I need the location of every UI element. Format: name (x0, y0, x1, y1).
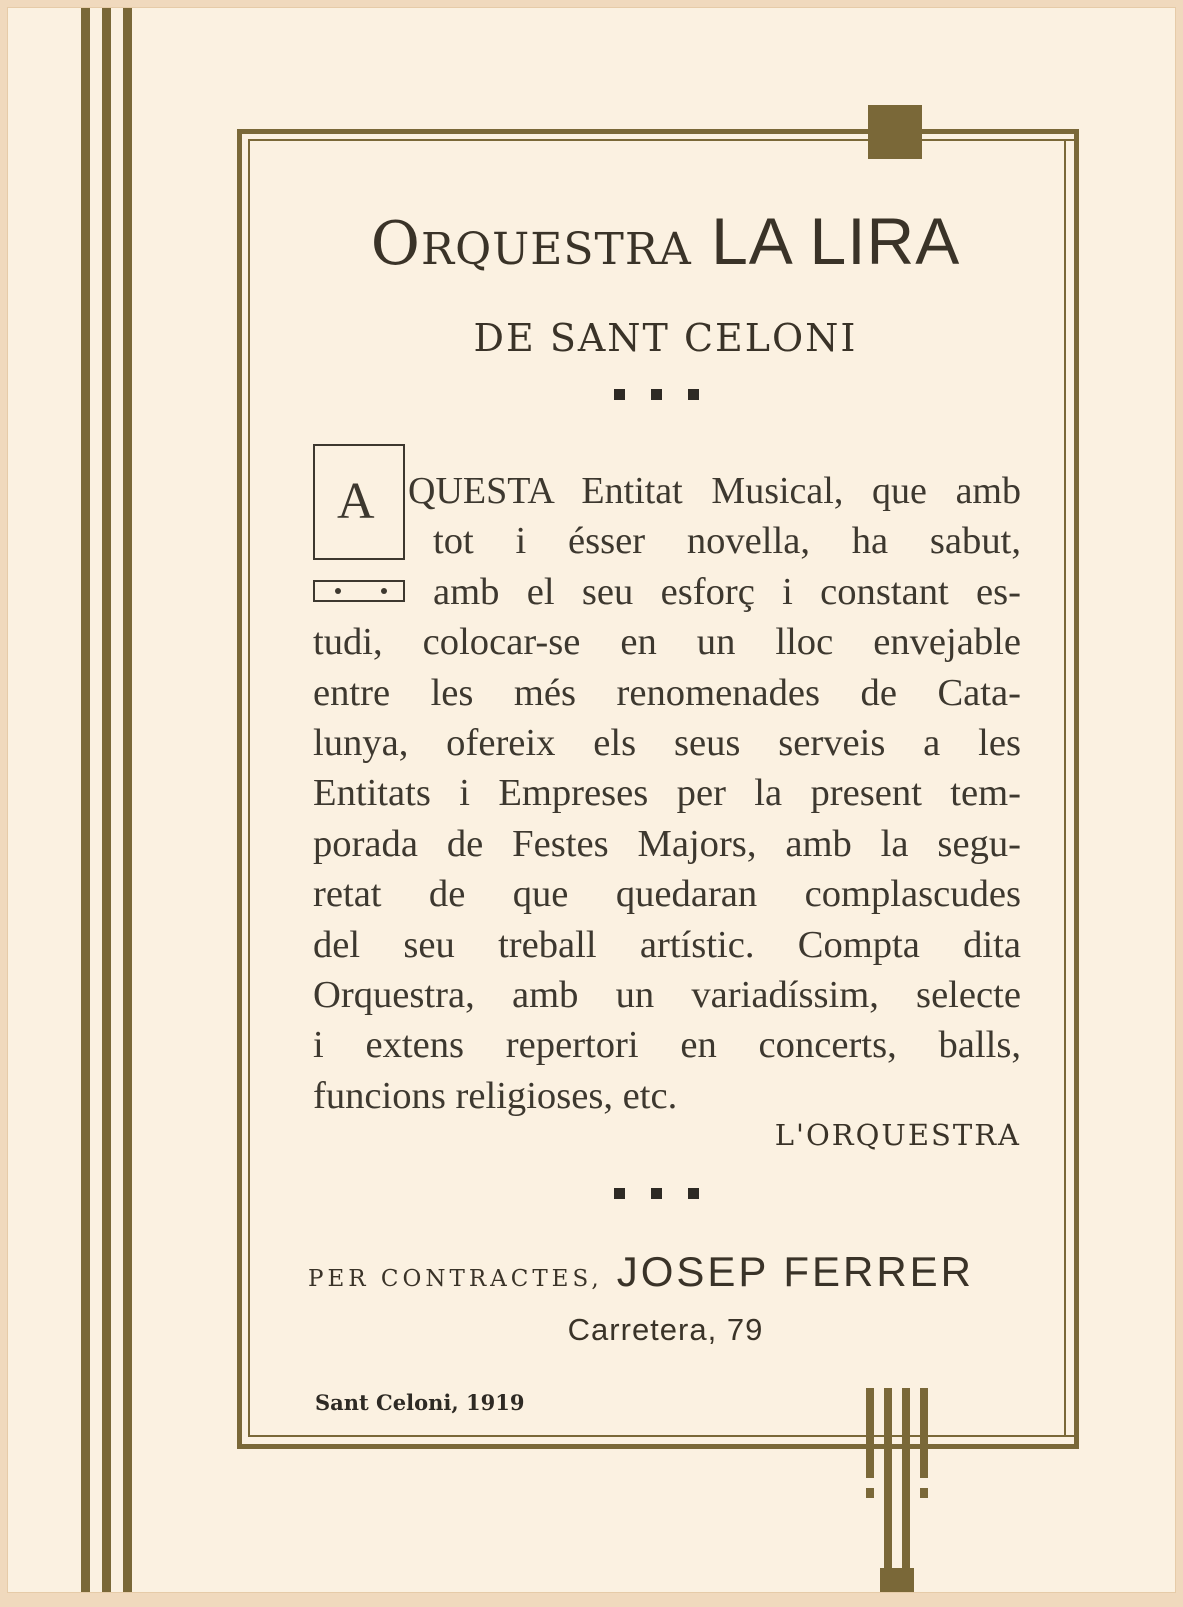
title-name: LA LIRA (711, 204, 961, 278)
title-word-rest: RQUESTRA (420, 224, 692, 275)
body-line-9-text: retat de que quedaran complascudes (313, 873, 1021, 916)
title-initial: O (370, 209, 421, 279)
body-line-2 (313, 516, 1021, 566)
separator-dot-3 (688, 389, 699, 400)
separator-dot-5 (651, 1188, 662, 1199)
body-line-10 (313, 920, 1021, 970)
body-line-7 (313, 768, 1021, 818)
separator-dot-2 (651, 389, 662, 400)
frame-top-outer (237, 129, 1078, 134)
body-line-6 (313, 718, 1021, 768)
frame-top-inner (248, 139, 1078, 141)
body-line-9 (313, 869, 1021, 919)
body-line-7-text: Entitats i Empreses per la present tem- (313, 772, 1021, 815)
body-line-11-text: Orquestra, amb un variadíssim, selecte (313, 973, 1021, 1016)
bottom-ornament-bar-1 (866, 1388, 874, 1478)
frame-bottom-outer (237, 1444, 1078, 1449)
body-line-5 (313, 668, 1021, 718)
contract-name: JOSEP FERRER (616, 1248, 975, 1295)
corner-square-ornament (868, 105, 922, 159)
bottom-ornament-dot-1 (866, 1488, 874, 1498)
separator-dot-6 (688, 1188, 699, 1199)
address: Carretera, 79 (567, 1312, 764, 1347)
body-line-4 (313, 617, 1021, 667)
body-line-6-text: lunya, ofereix els seus serveis a les (313, 721, 1021, 764)
document-page (7, 7, 1176, 1593)
bottom-ornament-bar-3 (902, 1388, 910, 1593)
body-line-1 (313, 466, 1021, 516)
body-line-4-text: tudi, colocar-se en un lloc envejable (313, 621, 1021, 664)
bottom-ornament-dot-2 (920, 1488, 928, 1498)
contract-prefix: PER CONTRACTES, (308, 1266, 603, 1292)
body-line-12-text: i extens repertori en concerts, balls, (313, 1024, 1021, 1067)
body-line-13-text: funcions religioses, etc. (313, 1074, 678, 1117)
left-rule-1 (81, 8, 90, 1593)
body-line-12 (313, 1020, 1021, 1070)
body-line-8 (313, 819, 1021, 869)
contract-line (308, 1248, 1028, 1296)
separator-dot-4 (614, 1188, 625, 1199)
bottom-ornament-square (880, 1568, 914, 1593)
body-line-11 (313, 970, 1021, 1020)
frame-left-outer (237, 129, 242, 1449)
page-title (248, 203, 1083, 279)
body-line-3 (313, 567, 1021, 617)
separator-dot-1 (614, 389, 625, 400)
body-line-10-text: del seu treball artístic. Compta dita (313, 923, 1021, 966)
frame-bottom-inner (248, 1435, 1078, 1437)
body-line-8-text: porada de Festes Majors, amb la segu- (313, 822, 1021, 865)
body-line-2-text: tot i ésser novella, ha sabut, (433, 520, 1021, 563)
left-rule-3 (123, 8, 132, 1593)
body-line-5-text: entre les més renomenades de Cata- (313, 671, 1021, 714)
dropcap-letter: A (337, 473, 375, 530)
place-date: Sant Celoni, 1919 (315, 1390, 525, 1415)
body-paragraph (313, 466, 1021, 1121)
body-line-3-text: amb el seu esforç i constant es- (433, 570, 1021, 613)
bottom-ornament-bar-2 (884, 1388, 892, 1593)
left-rule-2 (102, 8, 111, 1593)
signature: L'ORQUESTRA (774, 1118, 1021, 1152)
body-line-13 (313, 1071, 1021, 1121)
body-line-1-text: QUESTA Entitat Musical, que amb (408, 470, 1021, 512)
bottom-ornament-bar-4 (920, 1388, 928, 1478)
subtitle: DE SANT CELONI (473, 316, 858, 360)
